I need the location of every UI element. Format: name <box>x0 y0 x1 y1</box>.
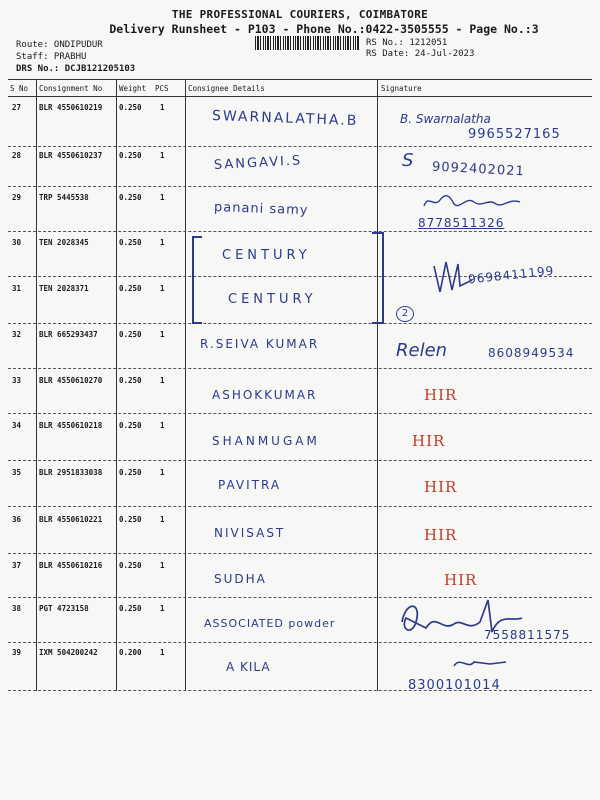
row-divider <box>8 506 592 507</box>
row-divider <box>8 460 592 461</box>
row-weight: 0.250 <box>119 421 142 430</box>
hir-mark: HIR <box>424 478 458 496</box>
row-weight: 0.200 <box>119 648 142 657</box>
route-label: Route: ONDIPUDUR <box>16 40 103 50</box>
row-consignment: BLR 4550610270 <box>39 376 103 385</box>
hir-mark: HIR <box>444 571 478 589</box>
col-divider <box>116 79 117 691</box>
hir-mark: HIR <box>424 526 458 544</box>
row-pcs: 1 <box>160 284 165 293</box>
phone-handwriting: 8300101014 <box>408 678 501 693</box>
phone-handwriting: 9092402021 <box>431 159 526 180</box>
row-divider <box>8 553 592 554</box>
row-divider <box>8 323 592 324</box>
phone-handwriting: 8608949534 <box>488 346 575 360</box>
drs-number: DRS No.: DCJB121205103 <box>16 64 136 74</box>
col-header-signature: Signature <box>381 84 422 93</box>
row-divider <box>8 368 592 369</box>
consignee-handwriting: ASHOKKUMAR <box>212 388 318 402</box>
row-weight: 0.250 <box>119 103 142 112</box>
col-header-weight: Weight <box>119 84 147 93</box>
consignee-handwriting: PAVITRA <box>218 478 282 492</box>
row-sno: 33 <box>12 376 22 385</box>
row-sno: 29 <box>12 193 22 202</box>
row-consignment: TRP 5445538 <box>39 193 89 202</box>
row-weight: 0.250 <box>119 151 142 160</box>
row-pcs: 1 <box>160 330 165 339</box>
phone-handwriting: 8778511326 <box>418 216 505 230</box>
row-pcs: 1 <box>160 604 165 613</box>
consignee-handwriting: ASSOCIATED powder <box>204 617 336 630</box>
barcode <box>255 36 360 50</box>
consignee-handwriting: R.SEIVA KUMAR <box>200 337 320 351</box>
row-consignment: TEN 2028371 <box>39 284 89 293</box>
table-top-border <box>8 79 592 80</box>
row-consignment: BLR 4550610237 <box>39 151 103 160</box>
col-header-consignee: Consignee Details <box>188 84 265 93</box>
row-pcs: 1 <box>160 648 165 657</box>
right-bracket <box>372 232 384 324</box>
consignee-handwriting: SHANMUGAM <box>212 434 320 448</box>
row-pcs: 1 <box>160 515 165 524</box>
row-sno: 37 <box>12 561 22 570</box>
hir-mark: HIR <box>412 432 446 450</box>
row-sno: 32 <box>12 330 22 339</box>
row-divider <box>8 146 592 147</box>
left-bracket <box>192 236 202 324</box>
company-title: THE PROFESSIONAL COURIERS, COIMBATORE <box>171 8 429 21</box>
col-header-consignment: Consignment No <box>39 84 103 93</box>
row-consignment: BLR 4550610221 <box>39 515 103 524</box>
col-header-sno: S No <box>10 84 29 93</box>
row-sno: 31 <box>12 284 22 293</box>
row-weight: 0.250 <box>119 468 142 477</box>
phone-handwriting: 9698411199 <box>467 263 555 287</box>
consignee-handwriting: SWARNALATHA.B <box>211 108 359 130</box>
row-weight: 0.250 <box>119 238 142 247</box>
row-pcs: 1 <box>160 238 165 247</box>
scribble-signature <box>450 654 510 672</box>
row-pcs: 1 <box>160 561 165 570</box>
row-consignment: BLR 4550610218 <box>39 421 103 430</box>
row-sno: 38 <box>12 604 22 613</box>
staff-label: Staff: PRABHU <box>16 52 87 62</box>
row-consignment: BLR 665293437 <box>39 330 98 339</box>
col-divider <box>36 79 37 691</box>
consignee-handwriting: A KILA <box>226 660 271 674</box>
col-divider <box>377 79 378 691</box>
consignee-handwriting: CENTURY <box>228 292 317 307</box>
row-weight: 0.250 <box>119 561 142 570</box>
consignee-handwriting: panani samy <box>213 200 309 219</box>
row-pcs: 1 <box>160 193 165 202</box>
col-divider <box>185 79 186 691</box>
row-pcs: 1 <box>160 468 165 477</box>
row-pcs: 1 <box>160 376 165 385</box>
tamil-signature <box>420 192 530 212</box>
circled-count: 2 <box>396 306 414 322</box>
row-divider <box>8 642 592 643</box>
row-weight: 0.250 <box>119 330 142 339</box>
row-weight: 0.250 <box>119 604 142 613</box>
row-consignment: PGT 4723158 <box>39 604 89 613</box>
row-weight: 0.250 <box>119 284 142 293</box>
row-sno: 39 <box>12 648 22 657</box>
rs-number: RS No.: 1212051 <box>366 38 448 48</box>
hir-mark: HIR <box>424 386 458 404</box>
header-bottom-border <box>8 96 592 97</box>
consignee-handwriting: NIVISAST <box>214 526 286 540</box>
row-weight: 0.250 <box>119 515 142 524</box>
row-pcs: 1 <box>160 103 165 112</box>
row-pcs: 1 <box>160 151 165 160</box>
row-divider <box>8 231 592 232</box>
row-weight: 0.250 <box>119 376 142 385</box>
row-divider <box>8 690 592 691</box>
phone-handwriting: 7558811575 <box>484 628 571 642</box>
row-consignment: BLR 4550610216 <box>39 561 103 570</box>
row-consignment: BLR 2951833038 <box>39 468 103 477</box>
row-sno: 36 <box>12 515 22 524</box>
row-sno: 28 <box>12 151 22 160</box>
row-sno: 35 <box>12 468 22 477</box>
row-pcs: 1 <box>160 421 165 430</box>
signature: S <box>402 150 414 171</box>
row-sno: 30 <box>12 238 22 247</box>
row-divider <box>8 413 592 414</box>
consignee-handwriting: SUDHA <box>214 572 267 586</box>
row-consignment: BLR 4550610219 <box>39 103 103 112</box>
consignee-handwriting: SANGAVI.S <box>213 153 303 173</box>
row-sno: 27 <box>12 103 22 112</box>
row-consignment: TEN 2028345 <box>39 238 89 247</box>
signature: Relen <box>396 340 448 361</box>
consignee-handwriting: CENTURY <box>222 248 311 263</box>
row-weight: 0.250 <box>119 193 142 202</box>
rs-date: RS Date: 24-Jul-2023 <box>366 49 475 59</box>
phone-handwriting: 9965527165 <box>468 127 561 142</box>
row-sno: 34 <box>12 421 22 430</box>
col-header-pcs: PCS <box>155 84 169 93</box>
signature: B. Swarnalatha <box>400 112 491 126</box>
row-divider <box>8 186 592 187</box>
row-consignment: IXM 504200242 <box>39 648 98 657</box>
runsheet-subtitle: Delivery Runsheet - P103 - Phone No.:0422-3505555 - Page No.:3 <box>109 22 539 36</box>
